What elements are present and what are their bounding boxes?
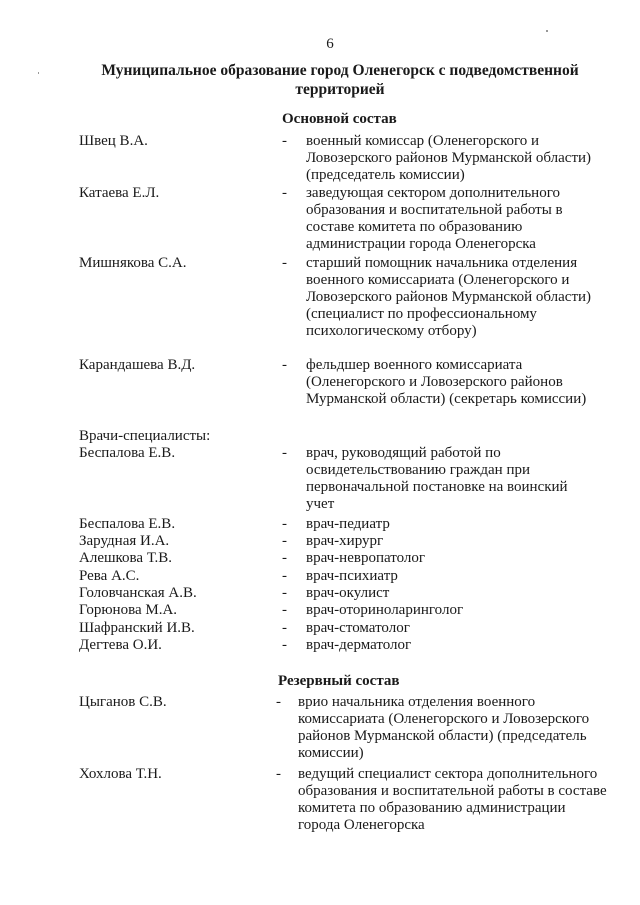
member-role: заведующая сектором дополнительного образования и воспитательной работы в составе комитета по образованию администрации города Оленегорска bbox=[306, 185, 563, 252]
dash-separator: - bbox=[276, 766, 281, 782]
dash-separator: - bbox=[282, 637, 287, 653]
doctor-name: Зарудная И.А. bbox=[79, 533, 170, 549]
doctor-role: врач-хирург bbox=[306, 533, 384, 549]
page-number: 6 bbox=[326, 36, 334, 52]
dash-separator: - bbox=[276, 694, 281, 710]
dash-separator: - bbox=[282, 585, 287, 601]
doctor-name: Алешкова Т.В. bbox=[79, 550, 173, 566]
dash-separator: - bbox=[282, 185, 287, 201]
dash-separator: - bbox=[282, 516, 287, 532]
dash-separator: - bbox=[282, 133, 287, 149]
doctor-role: врач-оториноларинголог bbox=[306, 602, 464, 618]
document-title: Муниципальное образование город Оленегорск с подведомственной территорией bbox=[101, 62, 579, 98]
doctor-name: Беспалова Е.В. bbox=[79, 516, 176, 532]
doctor-role: врач-дерматолог bbox=[306, 637, 412, 653]
doctor-role: врач-невропатолог bbox=[306, 550, 426, 566]
scan-speck bbox=[546, 30, 548, 32]
dash-separator: - bbox=[282, 533, 287, 549]
dash-separator: - bbox=[282, 255, 287, 271]
dash-separator: - bbox=[282, 602, 287, 618]
member-name: Цыганов С.В. bbox=[79, 694, 167, 710]
member-name: Мишнякова С.А. bbox=[79, 255, 187, 271]
member-name: Карандашева В.Д. bbox=[79, 357, 196, 373]
member-name: Швец В.А. bbox=[79, 133, 148, 149]
dash-separator: - bbox=[282, 550, 287, 566]
member-role: фельдшер военного комиссариата (Оленегорского и Ловозерского районов Мурманской области) (секретарь комиссии) bbox=[306, 357, 587, 407]
doctor-name: Рева А.С. bbox=[79, 568, 140, 584]
doctor-role: врач-психиатр bbox=[306, 568, 398, 584]
doctor-name: Головчанская А.В. bbox=[79, 585, 197, 601]
main-composition-heading: Основной состав bbox=[282, 111, 397, 127]
dash-separator: - bbox=[282, 620, 287, 636]
dash-separator: - bbox=[282, 357, 287, 373]
member-name: Катаева Е.Л. bbox=[79, 185, 160, 201]
doctors-label: Врачи-специалисты: bbox=[79, 428, 211, 444]
member-role: военный комиссар (Оленегорского и Ловозерского районов Мурманской области) (председатель комиссии) bbox=[306, 133, 592, 183]
dash-separator: - bbox=[282, 445, 287, 461]
member-role: старший помощник начальника отделения военного комиссариата (Оленегорского и Ловозерского районов Мурманской области) (специалист по профессиональному психологическому отбору) bbox=[306, 255, 592, 339]
doctor-role: врач-педиатр bbox=[306, 516, 390, 532]
doctor-role: врач, руководящий работой по освидетельствованию граждан при первоначальной постановке на воинский учет bbox=[306, 445, 568, 512]
doctor-name: Беспалова Е.В. bbox=[79, 445, 176, 461]
doctor-name: Дегтева О.И. bbox=[79, 637, 162, 653]
doctor-role: врач-стоматолог bbox=[306, 620, 410, 636]
doctor-role: врач-окулист bbox=[306, 585, 390, 601]
scan-speck bbox=[38, 72, 39, 74]
doctor-name: Горюнова М.А. bbox=[79, 602, 178, 618]
doctor-name: Шафранский И.В. bbox=[79, 620, 195, 636]
member-name: Хохлова Т.Н. bbox=[79, 766, 162, 782]
member-role: врио начальника отделения военного комиссариата (Оленегорского и Ловозерского районов Мурманской области) (председатель комиссии) bbox=[298, 694, 590, 761]
member-role: ведущий специалист сектора дополнительного образования и воспитательной работы в составе комитета по образованию администрации города Оленегорска bbox=[298, 766, 607, 833]
dash-separator: - bbox=[282, 568, 287, 584]
reserve-composition-heading: Резервный состав bbox=[278, 673, 400, 689]
